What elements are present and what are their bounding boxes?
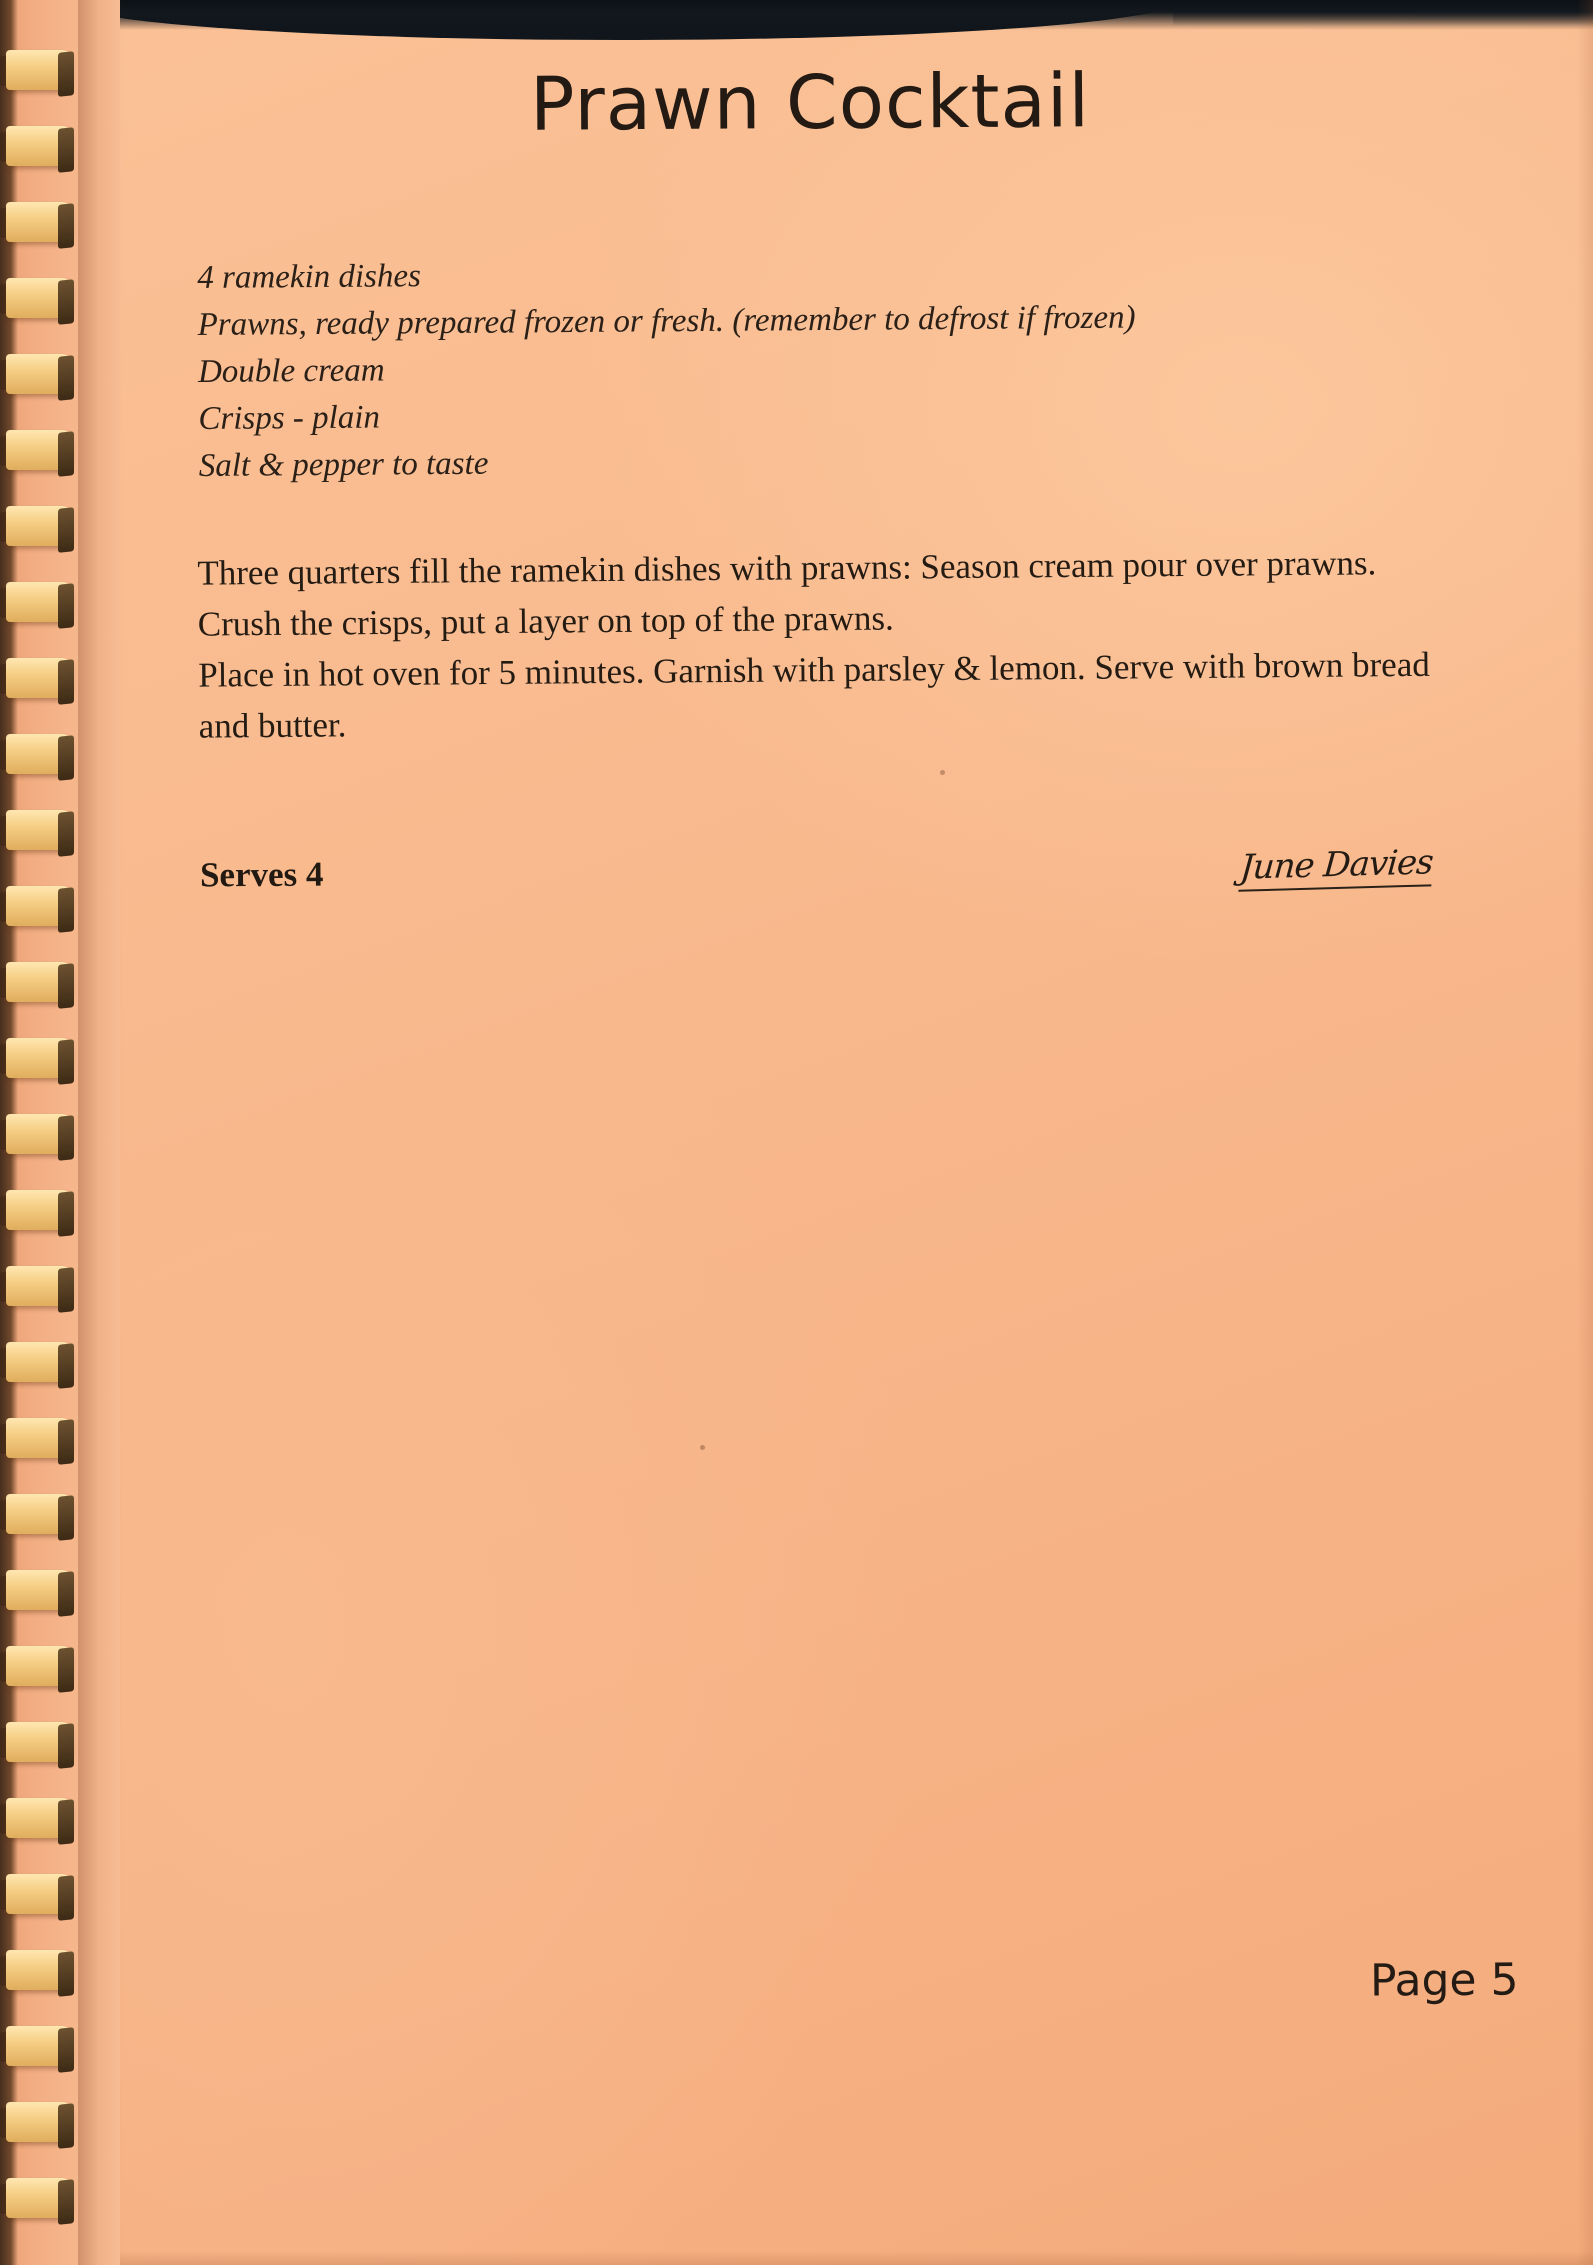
recipe-title: Prawn Cocktail <box>529 58 1091 148</box>
author-signature: June Davies <box>1238 842 1434 891</box>
ingredient-item: Crisps - plain <box>198 399 381 437</box>
method-steps <box>197 536 1489 751</box>
paper-speck <box>940 770 945 775</box>
ingredient-item: Double cream <box>197 352 385 390</box>
serves-label: Serves 4 <box>199 854 324 895</box>
paper-speck <box>700 1445 705 1450</box>
page-right-edge <box>1577 0 1593 2265</box>
ingredient-item: Salt & pepper to taste <box>198 445 489 484</box>
top-shadow <box>0 0 1593 30</box>
method-step: Crush the crisps, put a layer on top of the prawns. <box>197 598 894 644</box>
spiral-binding <box>0 0 120 2265</box>
ingredient-item: Prawns, ready prepared frozen or fresh. (remember to defrost if frozen) <box>197 299 1136 343</box>
page-content <box>120 0 1593 2265</box>
ingredients-list <box>197 245 1459 490</box>
method-step: Place in hot oven for 5 minutes. Garnish with parsley & lemon. Serve with brown bread and butter. <box>198 644 1430 746</box>
page-bottom-edge <box>0 2251 1593 2265</box>
page-number: Page 5 <box>1369 1954 1519 2007</box>
method-step: Three quarters fill the ramekin dishes with prawns: Season cream pour over prawns. <box>197 543 1377 593</box>
ingredient-item: 4 ramekin dishes <box>197 258 422 296</box>
